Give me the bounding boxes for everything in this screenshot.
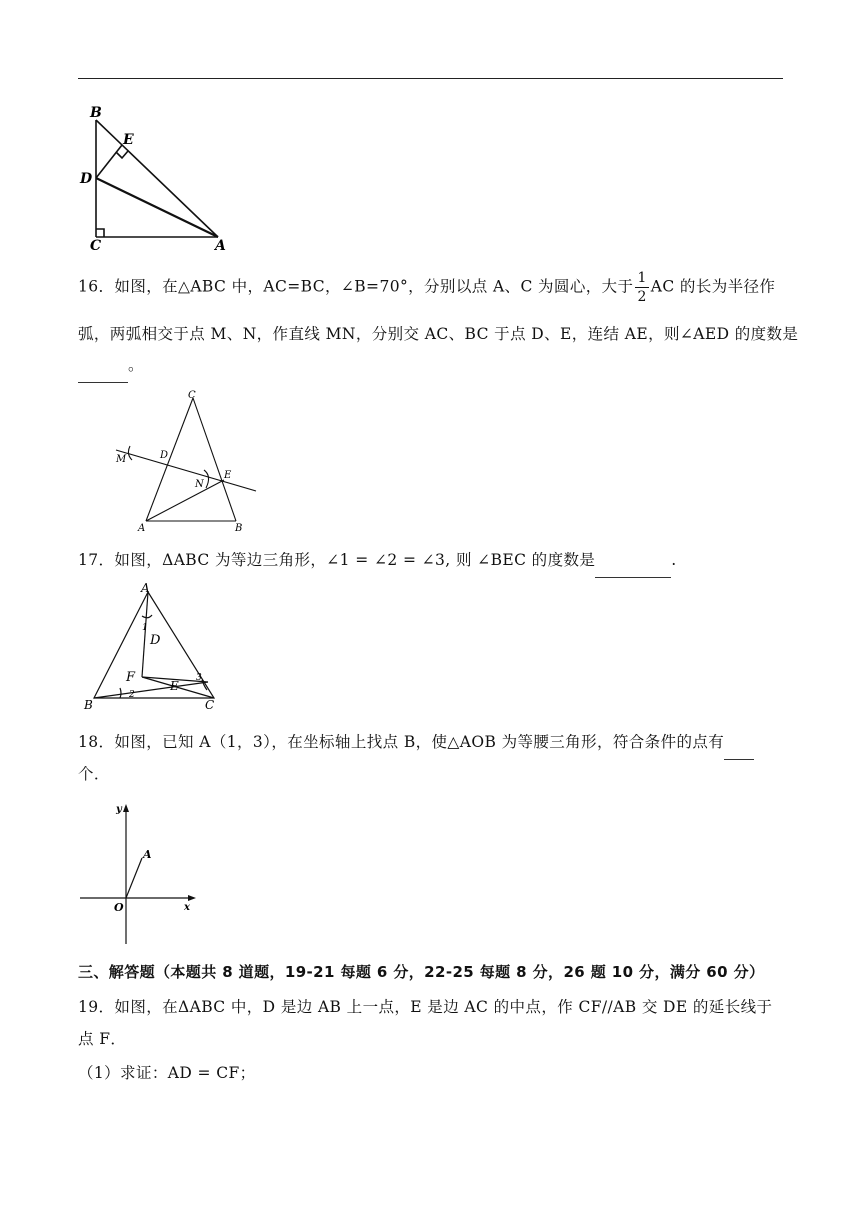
question-17 <box>78 543 783 578</box>
label-e: E <box>170 679 179 693</box>
section-3-heading <box>78 955 783 989</box>
fraction-one-half <box>635 269 648 306</box>
label-d: D <box>160 450 169 461</box>
angle-2-label: 2 <box>129 690 135 700</box>
x-axis-label: x <box>184 902 190 913</box>
q17-text: 17．如图，ΔABC 为等边三角形，∠1 = ∠2 = ∠3, 则 ∠BEC 的度数是 <box>78 551 596 569</box>
label-d: D <box>150 633 161 648</box>
question-18 <box>78 725 783 760</box>
fraction-numerator: 1 <box>637 270 647 286</box>
q19-text-line1: 19．如图，在ΔABC 中，D 是边 AB 上一点，E 是边 AC 的中点，作 CF//AB 交 DE 的延长线于 <box>78 998 773 1016</box>
label-a: A <box>141 581 150 595</box>
q16-text-line2: 弧，两弧相交于点 M、N，作直线 MN，分别交 AC、BC 于点 D、E，连结 AE，则∠AED 的度数是 <box>78 325 799 343</box>
label-a: A <box>215 238 226 252</box>
label-c: C <box>90 238 102 252</box>
angle-3-label: 3 <box>196 673 202 683</box>
q18-text-line1: 18．如图，已知 A（1，3），在坐标轴上找点 B，使△AOB 为等腰三角形，符合条件的点有 <box>78 733 725 751</box>
label-b: B <box>90 105 102 121</box>
question-16-line2 <box>78 317 799 351</box>
question-19 <box>78 990 783 1024</box>
label-m: M <box>116 454 127 465</box>
q16-text-end: 。 <box>128 356 144 374</box>
section-3-heading-text: 三、解答题（本题共 8 道题，19-21 每题 6 分，22-25 每题 8 分，26 题 10 分，满分 60 分） <box>78 963 765 981</box>
point-a-label: A <box>143 848 152 861</box>
label-e: E <box>224 470 232 481</box>
angle-1-label: 1 <box>142 623 148 633</box>
label-b: B <box>84 698 93 710</box>
header-rule <box>78 78 783 79</box>
q17-text-end: . <box>671 551 677 569</box>
q16-text-part1: 16．如图，在△ABC 中，AC=BC，∠B=70°，分别以点 A、C 为圆心，大于 <box>78 277 634 296</box>
label-c: C <box>205 698 215 710</box>
figure-equilateral-triangle <box>78 580 228 710</box>
fraction-denominator: 2 <box>637 289 647 305</box>
y-axis-label: y <box>116 804 122 815</box>
question-19-line2 <box>78 1022 783 1056</box>
answer-blank-17[interactable] <box>595 543 671 578</box>
question-18-line2 <box>78 757 783 791</box>
question-16-line3 <box>78 348 783 383</box>
q18-text-line2: 个． <box>78 765 110 783</box>
figure-coordinate-axes <box>78 798 208 948</box>
figure-isosceles-construction <box>108 388 268 534</box>
label-f: F <box>126 670 136 685</box>
question-19-part1 <box>78 1056 783 1090</box>
label-e: E <box>123 132 134 148</box>
label-n: N <box>195 479 204 490</box>
figure-right-triangle-bdeca <box>78 100 238 252</box>
label-c: C <box>188 390 196 401</box>
label-b: B <box>235 523 243 534</box>
answer-blank-16[interactable] <box>78 348 128 383</box>
q19-part1-text: （1）求证：AD = CF； <box>78 1064 256 1082</box>
question-16 <box>78 269 783 306</box>
q19-text-line2: 点 F． <box>78 1030 127 1048</box>
label-d: D <box>80 171 93 187</box>
label-a: A <box>138 523 146 534</box>
origin-label: O <box>114 901 124 914</box>
answer-blank-18[interactable] <box>724 725 754 760</box>
q16-text-part2: AC 的长为半径作 <box>650 277 776 296</box>
